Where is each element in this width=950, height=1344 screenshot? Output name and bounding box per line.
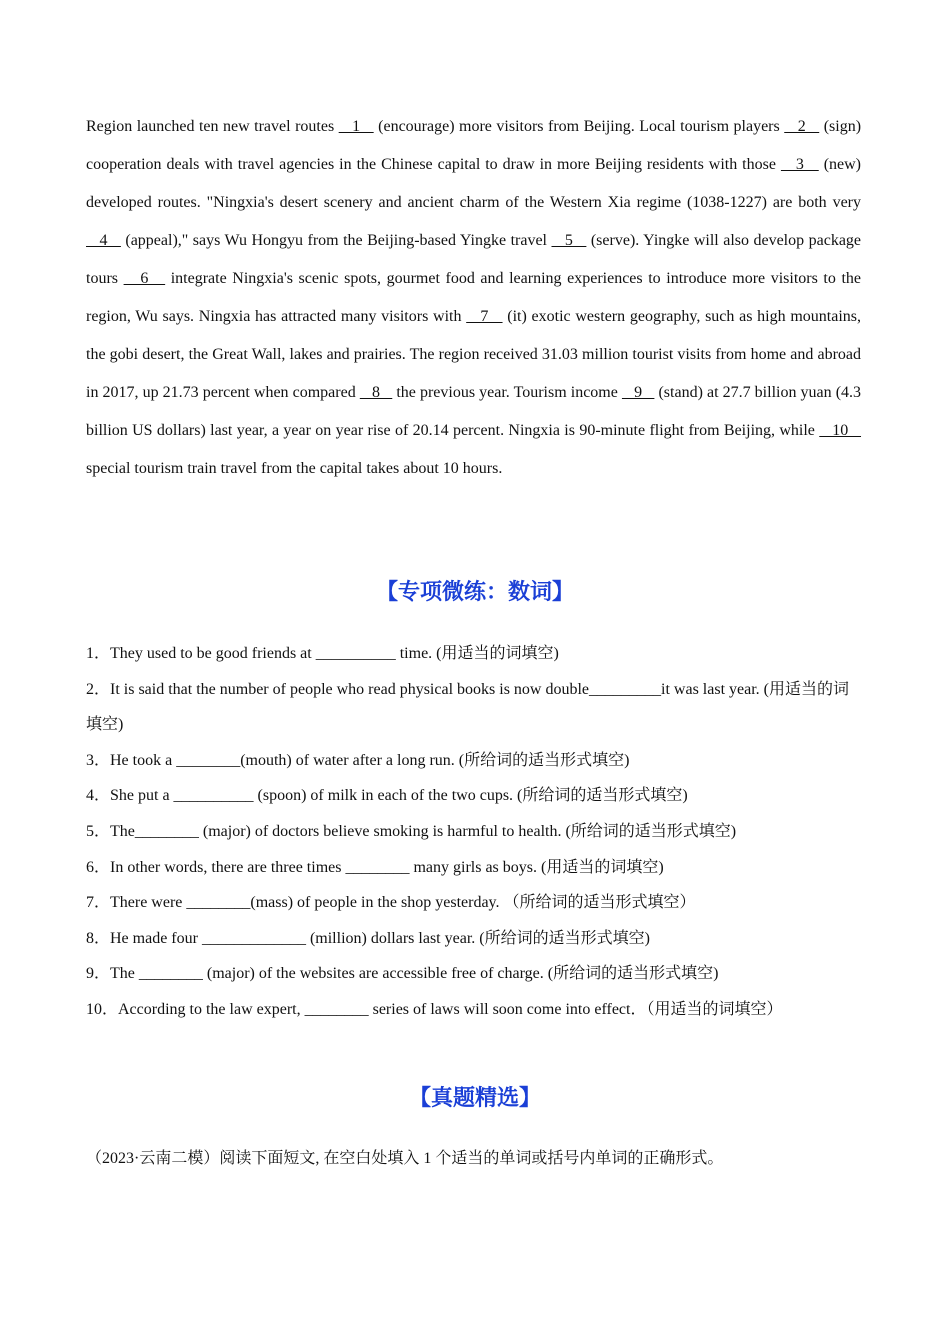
blank-2: 2 bbox=[784, 118, 820, 135]
exercise-item: 1．They used to be good friends at __________ time. (用适当的词填空) bbox=[86, 645, 559, 662]
passage bbox=[86, 108, 861, 488]
passage-text: (appeal)," says Wu Hongyu from the Beijing-based Yingke travel bbox=[120, 232, 552, 249]
passage-text: (new) developed routes. "Ningxia's desert scenery and ancient charm of the Western Xia regime (1038-1227) are both very bbox=[86, 156, 862, 211]
passage-text: special tourism train travel from the capital takes about 10 hours. bbox=[86, 460, 503, 477]
blank-6: 6 bbox=[123, 270, 166, 287]
blank-4: 4 bbox=[86, 232, 121, 249]
passage-text: the previous year. Tourism income bbox=[392, 384, 622, 401]
exercise-list bbox=[86, 636, 861, 1028]
section-title-selected-questions: 【真题精选】 bbox=[408, 1086, 541, 1111]
exercise-item: 4．She put a __________ (spoon) of milk in each of the two cups. (所给词的适当形式填空) bbox=[86, 787, 688, 805]
exercise-item: 9．The ________ (major) of the websites are accessible free of charge. (所给词的适当形式填空) bbox=[86, 965, 719, 983]
exercise-item: 5．The________ (major) of doctors believe smoking is harmful to health. (所给词的适当形式填空) bbox=[86, 822, 737, 840]
passage-text: (stand) at 27.7 billion yuan (4.3 billion US dollars) last year, a year on year rise of 20.14 percent. Ningxia is 90-minute flight from Beijing, while bbox=[86, 384, 862, 439]
exercise-item: 10．According to the law expert, ________ series of laws will soon come into effect．（用适当的词填空） bbox=[86, 1000, 783, 1018]
exercise-item: 2．It is said that the number of people who read physical books is now double_________it was last year. (用适当的词填空) bbox=[86, 680, 849, 734]
exercise-item: 6．In other words, there are three times ________ many girls as boys. (用适当的词填空) bbox=[86, 858, 664, 876]
blank-1: 1 bbox=[338, 118, 374, 135]
blank-9: 9 bbox=[621, 384, 655, 401]
section-title-numerals: 【专项微练：数词】 bbox=[375, 580, 574, 605]
passage-text: (it) exotic western geography, such as high mountains, the gobi desert, the Great Wall, lakes and prairies. The region received 31.03 million tourist visits from home and abroad in 2017, up 21.73 percent when compared bbox=[86, 308, 862, 401]
exercise-item: 3．He took a ________(mouth) of water after a long run. (所给词的适当形式填空) bbox=[86, 751, 630, 769]
blank-5: 5 bbox=[551, 232, 587, 249]
passage-text: (encourage) more visitors from Beijing. Local tourism players bbox=[373, 118, 785, 135]
blank-10: 10 bbox=[819, 422, 862, 439]
exercise-item: 8．He made four _____________ (million) dollars last year. (所给词的适当形式填空) bbox=[86, 929, 650, 947]
source-instructions: （2023·云南二模）阅读下面短文, 在空白处填入 1 个适当的单词或括号内单词的正确形式。 bbox=[86, 1150, 724, 1167]
passage-paragraph bbox=[86, 108, 861, 488]
passage-text: integrate Ningxia's scenic spots, gourmet food and learning experiences to introduce more visitors to the region, Wu says. Ningxia has attracted many visitors with bbox=[86, 270, 862, 325]
passage-text: Region launched ten new travel routes bbox=[86, 118, 339, 135]
blank-8: 8 bbox=[359, 384, 393, 401]
passage-text: (serve). Yingke will also develop package tours bbox=[86, 232, 862, 287]
blank-7: 7 bbox=[466, 308, 503, 325]
blank-3: 3 bbox=[780, 156, 819, 173]
exercise-item: 7．There were ________(mass) of people in the shop yesterday. （所给词的适当形式填空） bbox=[86, 894, 696, 912]
passage-text: (sign) cooperation deals with travel agencies in the Chinese capital to draw in more Beijing residents with those bbox=[86, 118, 862, 173]
